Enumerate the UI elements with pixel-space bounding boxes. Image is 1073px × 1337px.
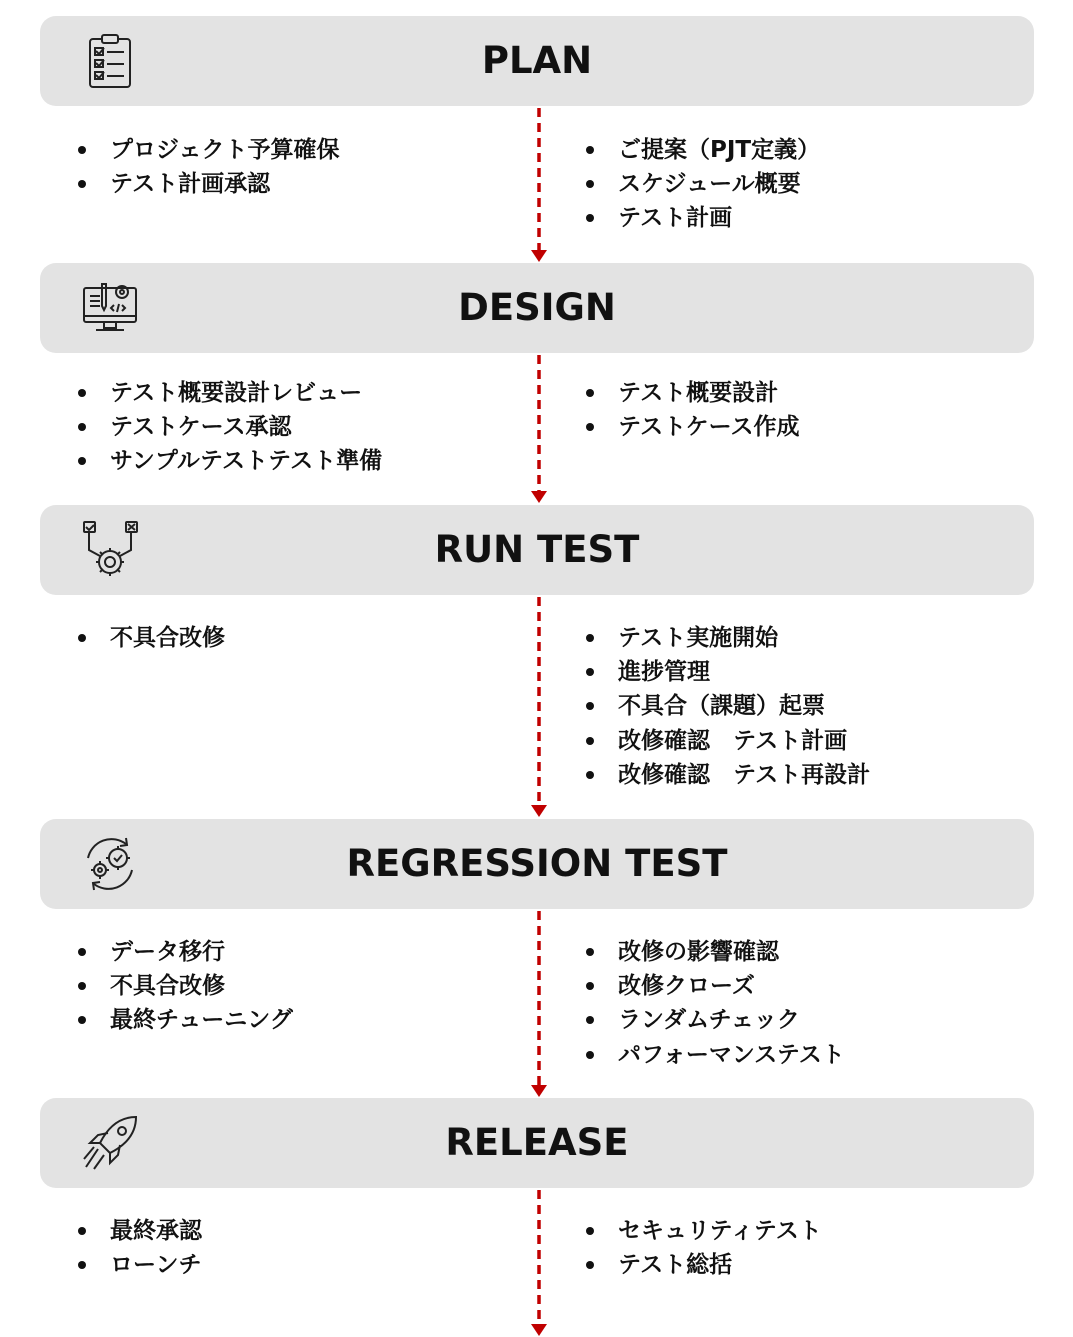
- stage-vendor-tasks: [586, 935, 845, 1072]
- stage-title: DESIGN: [458, 286, 616, 329]
- flow-arrow: [529, 353, 549, 505]
- list-item: テスト総括: [586, 1248, 822, 1282]
- list-item: テスト計画: [586, 201, 820, 235]
- list-item: 進捗管理: [586, 655, 870, 689]
- stage-header-run-test: [40, 505, 1034, 595]
- list-item: 改修の影響確認: [586, 935, 845, 969]
- stage-title: REGRESSION TEST: [346, 842, 728, 885]
- stage-header-plan: [40, 16, 1034, 106]
- list-item: テスト実施開始: [586, 621, 870, 655]
- stage-title: PLAN: [481, 39, 593, 82]
- list-item: パフォーマンステスト: [586, 1038, 845, 1072]
- stage-client-tasks: [78, 621, 225, 655]
- list-item: 不具合（課題）起票: [586, 689, 870, 723]
- stage-title: RUN TEST: [434, 528, 640, 571]
- list-item: プロジェクト予算確保: [78, 133, 340, 167]
- stage-header-regression-test: [40, 819, 1034, 909]
- list-item: ご提案（PJT定義）: [586, 133, 820, 167]
- stage-client-tasks: [78, 1214, 202, 1282]
- stage-header-design: [40, 263, 1034, 353]
- list-item: スケジュール概要: [586, 167, 820, 201]
- list-item: テストケース作成: [586, 410, 799, 444]
- list-item: ローンチ: [78, 1248, 202, 1282]
- list-item: 改修確認 テスト計画: [586, 724, 870, 758]
- list-item: 最終承認: [78, 1214, 202, 1248]
- list-item: ランダムチェック: [586, 1003, 845, 1037]
- list-item: セキュリティテスト: [586, 1214, 822, 1248]
- stage-vendor-tasks: [586, 133, 820, 236]
- stage-vendor-tasks: [586, 621, 870, 792]
- flow-arrow: [529, 1188, 549, 1337]
- stage-client-tasks: [78, 376, 382, 479]
- list-item: テスト概要設計レビュー: [78, 376, 382, 410]
- flow-arrow: [529, 595, 549, 819]
- stage-client-tasks: [78, 133, 340, 201]
- stage-client-tasks: [78, 935, 293, 1038]
- stage-vendor-tasks: [586, 376, 799, 444]
- list-item: テスト概要設計: [586, 376, 799, 410]
- list-item: データ移行: [78, 935, 293, 969]
- list-item: 不具合改修: [78, 621, 225, 655]
- flow-arrow: [529, 106, 549, 264]
- list-item: 不具合改修: [78, 969, 293, 1003]
- flow-arrow: [529, 909, 549, 1099]
- stage-header-release: [40, 1098, 1034, 1188]
- list-item: 最終チューニング: [78, 1003, 293, 1037]
- stage-title: RELEASE: [445, 1121, 629, 1164]
- list-item: テスト計画承認: [78, 167, 340, 201]
- list-item: 改修クローズ: [586, 969, 845, 1003]
- stage-vendor-tasks: [586, 1214, 822, 1282]
- list-item: サンプルテストテスト準備: [78, 444, 382, 478]
- list-item: 改修確認 テスト再設計: [586, 758, 870, 792]
- list-item: テストケース承認: [78, 410, 382, 444]
